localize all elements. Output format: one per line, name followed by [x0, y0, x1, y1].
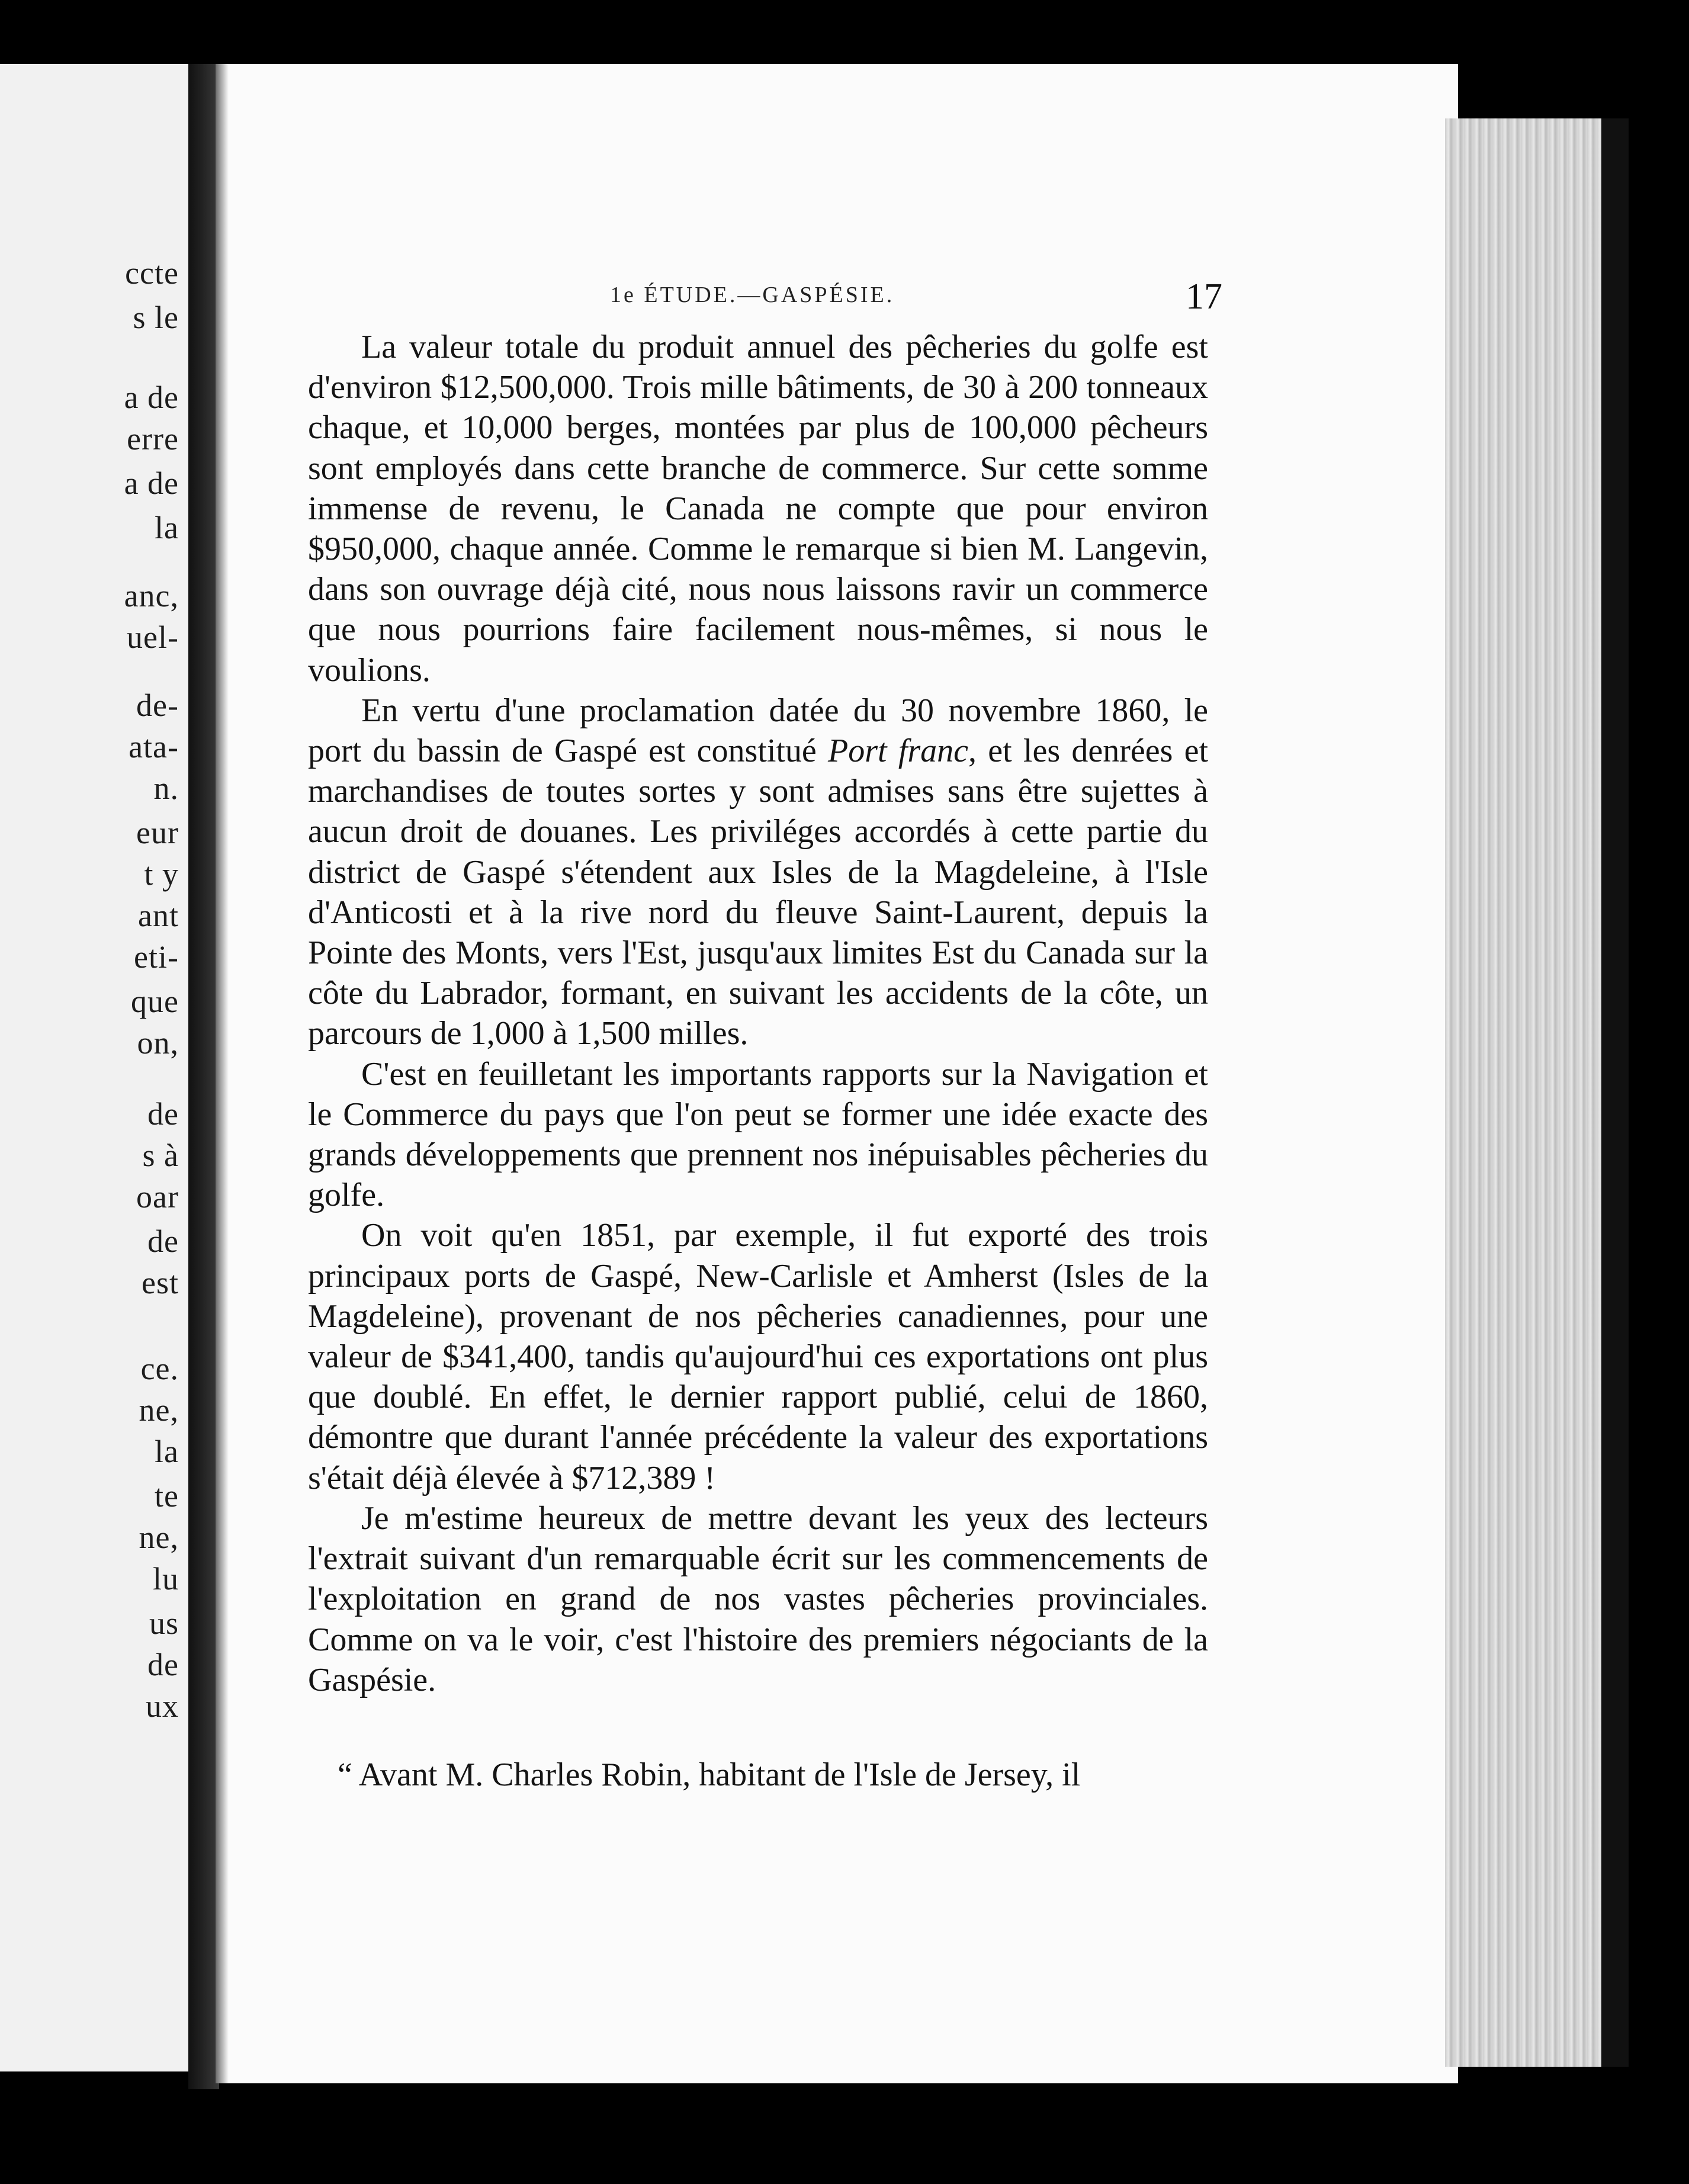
previous-page-fragment: ce.	[140, 1351, 179, 1386]
previous-page-fragment: on,	[137, 1025, 179, 1061]
previous-page-fragment: n.	[153, 770, 179, 806]
paragraph-3: C'est en feuilletant les importants rapports sur la Navigation et le Commerce du pays que l'on peut se former une idée exacte des grands développements que prennent nos inépuisables pêcheries du golfe.	[308, 1055, 1208, 1214]
previous-page-fragment: lu	[152, 1561, 179, 1597]
page-text	[308, 327, 1208, 1795]
previous-page-fragment: t y	[144, 856, 179, 892]
previous-page-fragment: ata-	[129, 729, 179, 765]
previous-page-fragment: la	[155, 510, 179, 545]
previous-page-fragment: que	[131, 984, 179, 1019]
previous-page-fragment: de-	[136, 688, 179, 723]
previous-page-edge	[0, 64, 195, 2071]
previous-page-fragment: ccte	[125, 255, 179, 291]
previous-page-fragment: est	[142, 1265, 179, 1300]
page-edges	[1445, 118, 1629, 2067]
previous-page-fragment: s le	[133, 300, 179, 335]
paragraph-2: En vertu d'une proclamation datée du 30 novembre 1860, le port du bassin de Gaspé est constitué Port franc, et les denrées et marchandises de toutes sortes y sont admises sans être sujettes à aucun droit de douanes. Les priviléges accordés à cette partie du district de Gaspé s'étendent aux Isles de la Magdeleine, à l'Isle d'Anticosti et à la rive nord du fleuve Saint-Laurent, depuis la Pointe des Monts, vers l'Est, jusqu'aux limites Est du Canada sur la côte du Labrador, formant, en suivant les accidents de la côte, un parcours de 1,000 à 1,500 milles.	[308, 692, 1209, 1052]
previous-page-fragment: de	[147, 1223, 179, 1259]
previous-page-fragment: eti-	[134, 939, 179, 975]
running-title: 1e ÉTUDE.—GASPÉSIE.	[610, 282, 895, 307]
paragraph-5: Je m'estime heureux de mettre devant les yeux des lecteurs l'extrait suivant d'un remarquable écrit sur les commencements de l'exploitation en grand de nos vastes pêcheries provinciales. Comme on va le voir, c'est l'histoire des premiers négociants de la Gaspésie.	[308, 1499, 1208, 1698]
previous-page-fragment: la	[155, 1434, 179, 1469]
previous-page-fragment: oar	[136, 1179, 179, 1215]
quotation-start: “ Avant M. Charles Robin, habitant de l'Isle de Jersey, il	[338, 1756, 1081, 1793]
previous-page-fragment: anc,	[124, 578, 179, 614]
port-franc-italic: Port franc	[828, 733, 969, 770]
previous-page-fragment: eur	[136, 815, 179, 850]
previous-page-fragment: ne,	[139, 1392, 179, 1428]
paragraph-4: On voit qu'en 1851, par exemple, il fut exporté des trois principaux ports de Gaspé, New-Carlisle et Amherst (Isles de la Magdeleine), provenant de nos pêcheries canadiennes, pour une valeur de $341,400, tandis qu'aujourd'hui ces exportations ont plus que doublé. En effet, le dernier rapport publié, celui de 1860, démontre que durant l'année précédente la valeur des exportations s'était déjà élevée à $712,389 !	[308, 1217, 1208, 1496]
previous-page-fragment: ant	[138, 898, 179, 933]
book-spine	[188, 64, 219, 2089]
previous-page-fragment: erre	[127, 421, 179, 457]
previous-page-fragment: a de	[124, 380, 179, 415]
previous-page-fragment: a de	[124, 465, 179, 501]
previous-page-fragment: uel-	[127, 619, 179, 655]
previous-page-fragment: ne,	[139, 1520, 179, 1555]
previous-page-fragment: s à	[142, 1138, 179, 1173]
previous-page-fragment: ux	[146, 1688, 179, 1724]
previous-page-fragment: te	[155, 1478, 179, 1514]
previous-page-fragment: de	[147, 1096, 179, 1132]
page-number: 17	[1186, 277, 1222, 317]
paragraph-1: La valeur totale du produit annuel des pêcheries du golfe est d'environ $12,500,000. Trois mille bâtiments, de 30 à 200 tonneaux chaque, et 10,000 berges, montées par plus de 100,000 pêcheurs sont employés dans cette branche de commerce. Sur cette somme immense de revenu, le Canada ne compte que pour environ $950,000, chaque année. Comme le remarque si bien M. Langevin, dans son ouvrage déjà cité, nous nous laissons ravir un commerce que nous pourrions faire facilement nous-mêmes, si nous le voulions.	[308, 329, 1208, 689]
previous-page-fragment: us	[149, 1605, 179, 1641]
previous-page-fragment: de	[147, 1647, 179, 1682]
